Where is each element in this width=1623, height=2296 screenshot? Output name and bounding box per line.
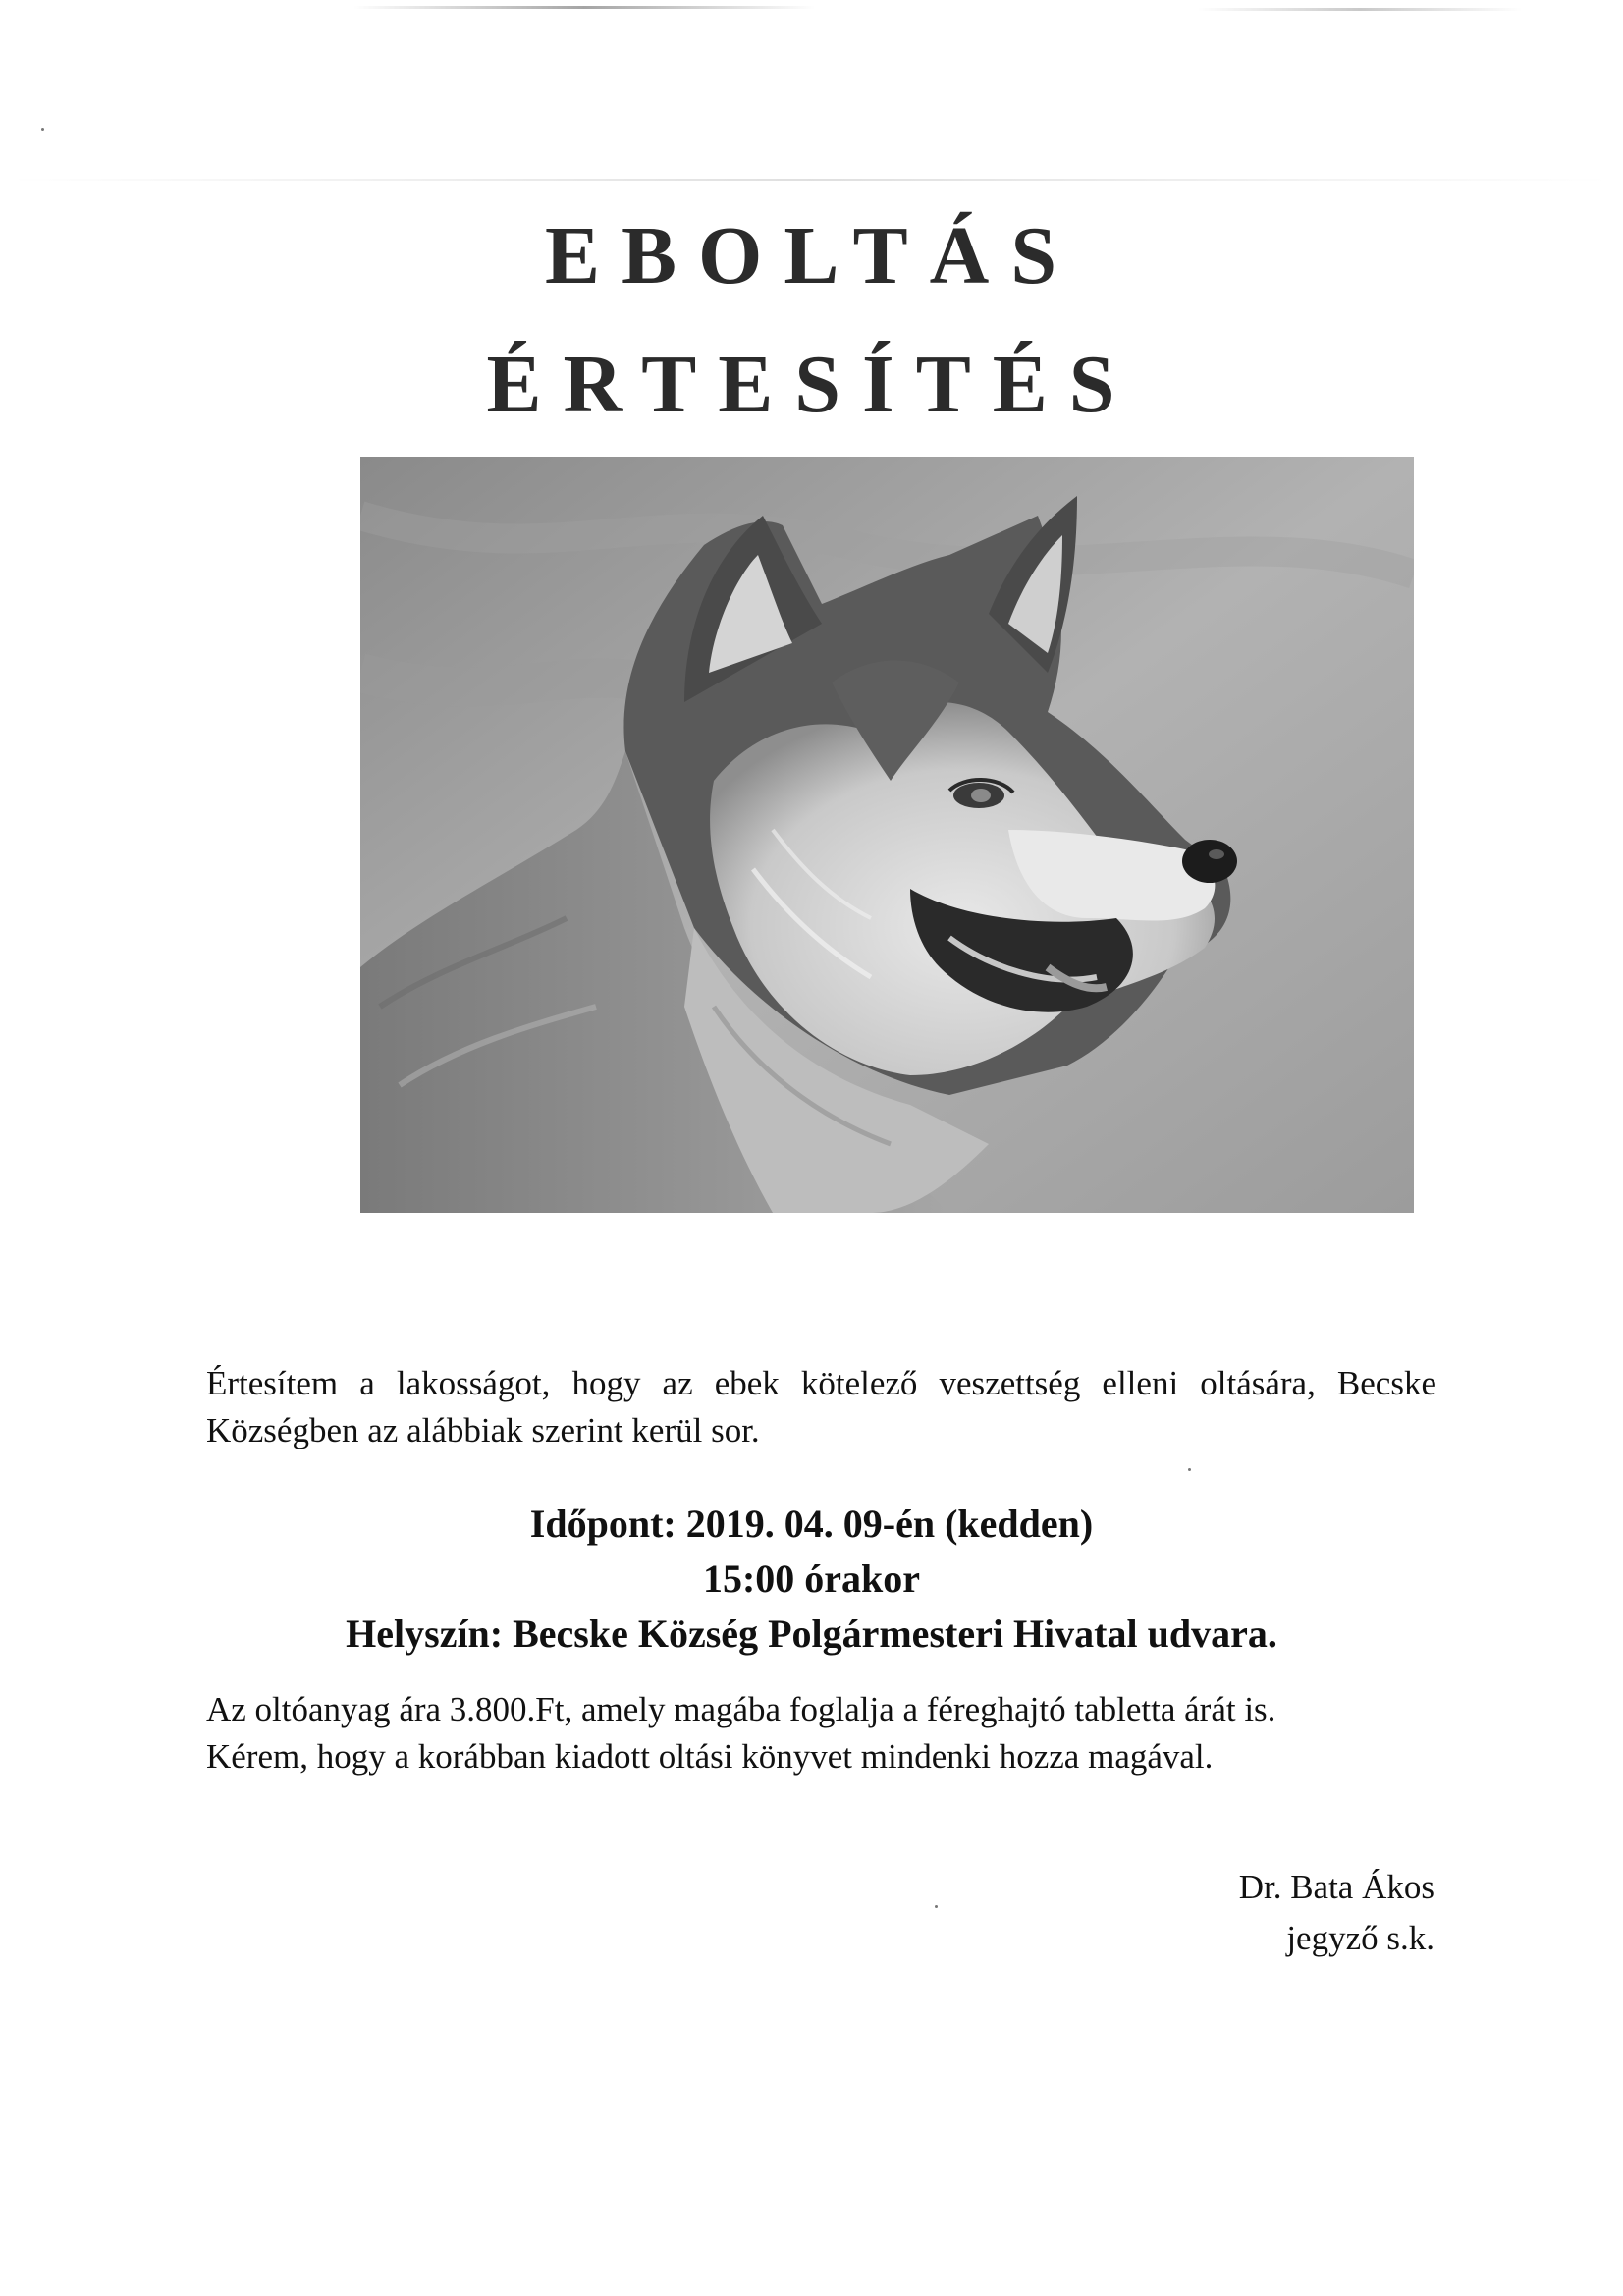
intro-paragraph: Értesítem a lakosságot, hogy az ebek kötelező veszettség elleni oltására, Becske Községben az alábbiak szerint kerül sor. — [206, 1364, 1436, 1449]
notes-block — [206, 1686, 1436, 1780]
event-time: 15:00 órakor — [702, 1557, 921, 1601]
booklet-note: Kérem, hogy a korábban kiadott oltási könyvet mindenki hozza magával. — [206, 1737, 1214, 1776]
scan-speck — [935, 1905, 938, 1908]
signature-title: jegyző s.k. — [1286, 1919, 1434, 1957]
signature-name: Dr. Bata Ákos — [1238, 1868, 1434, 1906]
title-line-1: EBOLTÁS — [544, 210, 1079, 301]
husky-dog-photo — [360, 457, 1414, 1213]
event-date: Időpont: 2019. 04. 09-én (kedden) — [529, 1502, 1094, 1546]
title-line-2: ÉRTESÍTÉS — [486, 339, 1137, 430]
scan-speck — [41, 128, 44, 131]
price-note: Az oltóanyag ára 3.800.Ft, amely magába foglalja a féreghajtó tabletta árát is. — [206, 1690, 1276, 1728]
scan-artifact-top-right — [1198, 8, 1522, 11]
event-place: Helyszín: Becske Község Polgármesteri Hivatal udvara. — [346, 1612, 1277, 1656]
scan-artifact-line — [10, 179, 1610, 181]
scan-speck — [1188, 1468, 1191, 1471]
scan-artifact-top — [353, 6, 815, 9]
